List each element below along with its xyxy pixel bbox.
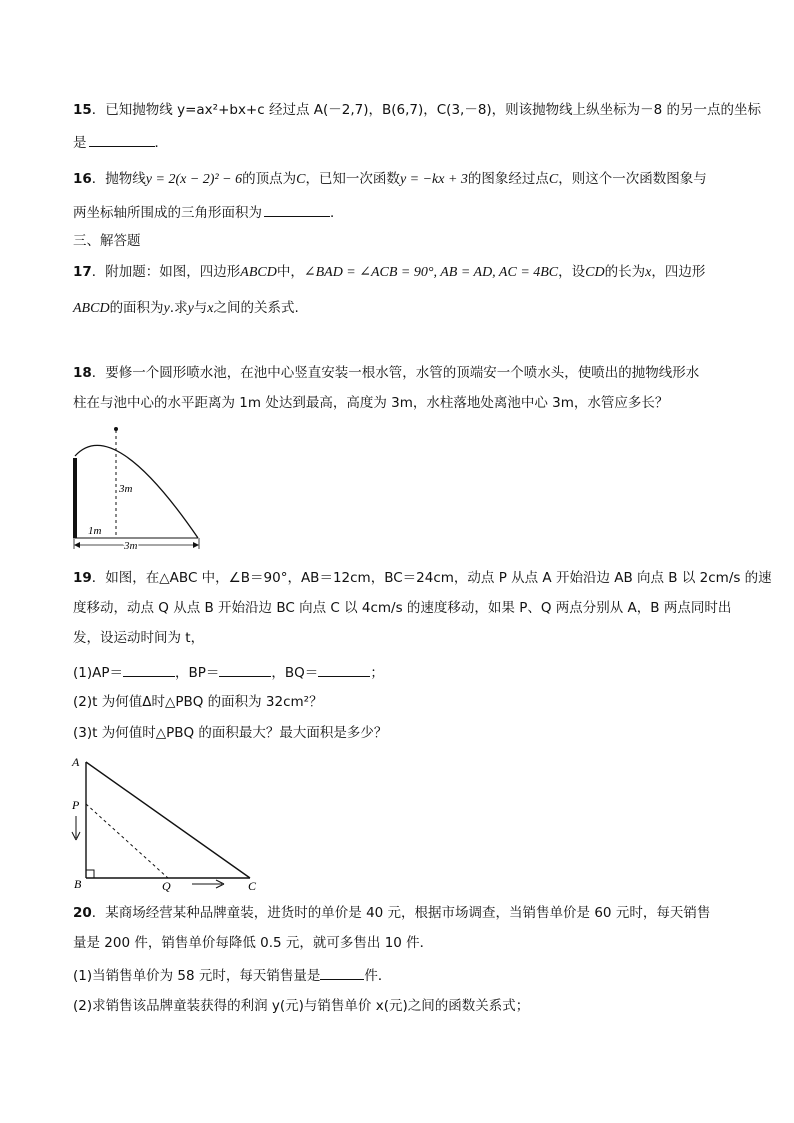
q15-text-1: ．已知抛物线 y=ax²+bx+c 经过点 A(－2,7)，B(6,7)，C(3,－8)，则该抛物线上纵坐标为－8 的另一点的坐标 [91,102,762,118]
q16-text-2: 两坐标轴所围成的三角形面积为 [73,205,262,221]
q17-shape: ABCD [240,265,277,280]
q18-text-2: 柱在与池中心的水平距离为 1m 处达到最高，高度为 3m，水柱落地处离池中心 3m，水管应多长？ [73,395,669,411]
q19-sub1 [73,663,384,682]
vertex-label-b: B [74,877,82,891]
q19-sub1-bp: ，BP＝ [175,665,220,681]
q20-text-2: 量是 200 件，销售单价每降低 0.5 元，就可多售出 10 件． [73,935,434,951]
q17-y-2: y [187,301,194,316]
q19-sub1-ap: AP＝ [92,665,124,681]
q19-sub1-end: ； [370,665,384,681]
q17-x-2: x [207,301,214,316]
q18-number: 18 [73,365,92,381]
q17-mid4: ，四边形 [651,264,706,280]
q17-line1 [73,263,705,282]
q16-mid2: ，已知一次函数 [305,171,400,187]
q15-number: 15 [73,102,92,118]
q19-sub1-prefix: (1) [73,665,93,681]
side-ac [86,762,250,878]
q18-line2 [73,394,668,412]
section-3-title: 三、解答题 [73,233,141,249]
q17-shape-2: ABCD [73,301,110,316]
q19-bp-blank[interactable] [219,663,271,677]
q17-mid5: 的面积为 [109,300,164,316]
q19-sub2: (2)t 为何值Δ时△PBQ 的面积为 32cm²？ [73,694,323,710]
q18-line1 [73,364,699,382]
q16-mid4: ，则这个一次函数图象与 [558,171,707,187]
q16-formula-linear: y = −kx + 3 [399,172,468,187]
q16-end: ． [330,205,344,221]
q15-text-2: 是 [73,135,87,151]
q20-sub1 [73,966,391,985]
segment-pq [86,804,168,878]
label-height-3m: 3m [119,483,133,495]
q19-sub1-bq: ，BQ＝ [271,665,319,681]
q17-condition: ∠BAD = ∠ACB = 90°, AB = AD, AC = 4BC [303,265,559,280]
q17-x: x [645,265,652,280]
q15-line2 [73,133,168,152]
q20-line2 [73,934,433,952]
q20-number: 20 [73,905,92,921]
q17-prefix: ．附加题：如图，四边形 [91,264,241,280]
vertex-label-a: A [72,755,80,769]
label-horizontal-1m: 1m [88,525,102,537]
right-angle-mark [86,870,94,878]
q16-answer-blank[interactable] [264,203,330,217]
q20-sub1-suffix: 件． [364,968,392,984]
q15-line1 [73,101,761,119]
q17-mid1: 中， [276,264,304,280]
q16-line1 [73,170,707,189]
q19-text-1: ．如图，在△ABC 中，∠B＝90°，AB＝12cm，BC＝24cm，动点 P 从点 A 开始沿边 AB 向点 B 以 2cm/s 的速 [91,570,772,586]
q18-text-1: ．要修一个圆形喷水池，在池中心竖直安装一根水管，水管的顶端安一个喷水头，使喷出的抛物线形水 [91,365,700,381]
q16-mid1: 的顶点为 [242,171,297,187]
q20-text-1: ．某商场经营某种品牌童装，进货时的单价是 40 元，根据市场调查，当销售单价是 60 元时，每天销售 [91,905,711,921]
q19-text-2: 度移动，动点 Q 从点 B 开始沿边 BC 向点 C 以 4cm/s 的速度移动，如果 P、Q 两点分别从 A，B 两点同时出 [73,600,732,616]
q20-sub1-prefix: (1)当销售单价为 58 元时，每天销售量是 [73,968,321,984]
q16-point-c: C [296,172,306,187]
q16-mid3: 的图象经过点 [467,171,549,187]
q16-number: 16 [73,171,92,187]
q15-end: ． [154,135,168,151]
q17-y: y [163,301,170,316]
q17-line2 [73,299,299,318]
q16-formula-parabola: y = 2(x − 2)² − 6 [145,172,243,187]
q19-sub3: (3)t 为何值时△PBQ 的面积最大？最大面积是多少？ [73,725,388,741]
q19-line2 [73,599,731,617]
q19-text-3: 发，设运动时间为 t， [73,630,205,646]
q17-mid6: .求 [169,300,188,316]
q20-sales-blank[interactable] [320,966,364,980]
q19-triangle-figure [68,754,268,894]
q16-point-c-2: C [548,172,559,187]
base-arrow-right [193,542,199,548]
q20-sub2: (2)求销售该品牌童装获得的利润 y(元)与销售单价 x(元)之间的函数关系式； [73,998,530,1014]
vertex-label-q: Q [162,879,171,893]
q17-number: 17 [73,264,92,280]
label-base-3m: 3m [124,540,138,552]
q18-fountain-figure [70,424,205,552]
q17-mid3: 的长为 [604,264,646,280]
q19-ap-blank[interactable] [123,663,175,677]
q19-line3 [73,629,204,647]
q20-line1 [73,904,710,922]
q17-mid8: 之间的关系式. [213,300,299,316]
vertex-label-c: C [248,879,257,893]
q16-prefix: ．抛物线 [91,171,146,187]
base-arrow-left [74,542,80,548]
q15-answer-blank[interactable] [89,133,155,147]
vertex-label-p: P [72,798,80,812]
q17-mid2: ，设 [558,264,586,280]
q17-mid7: 与 [193,300,208,316]
q19-number: 19 [73,570,92,586]
q19-line1 [73,569,772,587]
q19-bq-blank[interactable] [318,663,370,677]
q17-cd: CD [585,265,605,280]
q16-line2 [73,203,344,222]
